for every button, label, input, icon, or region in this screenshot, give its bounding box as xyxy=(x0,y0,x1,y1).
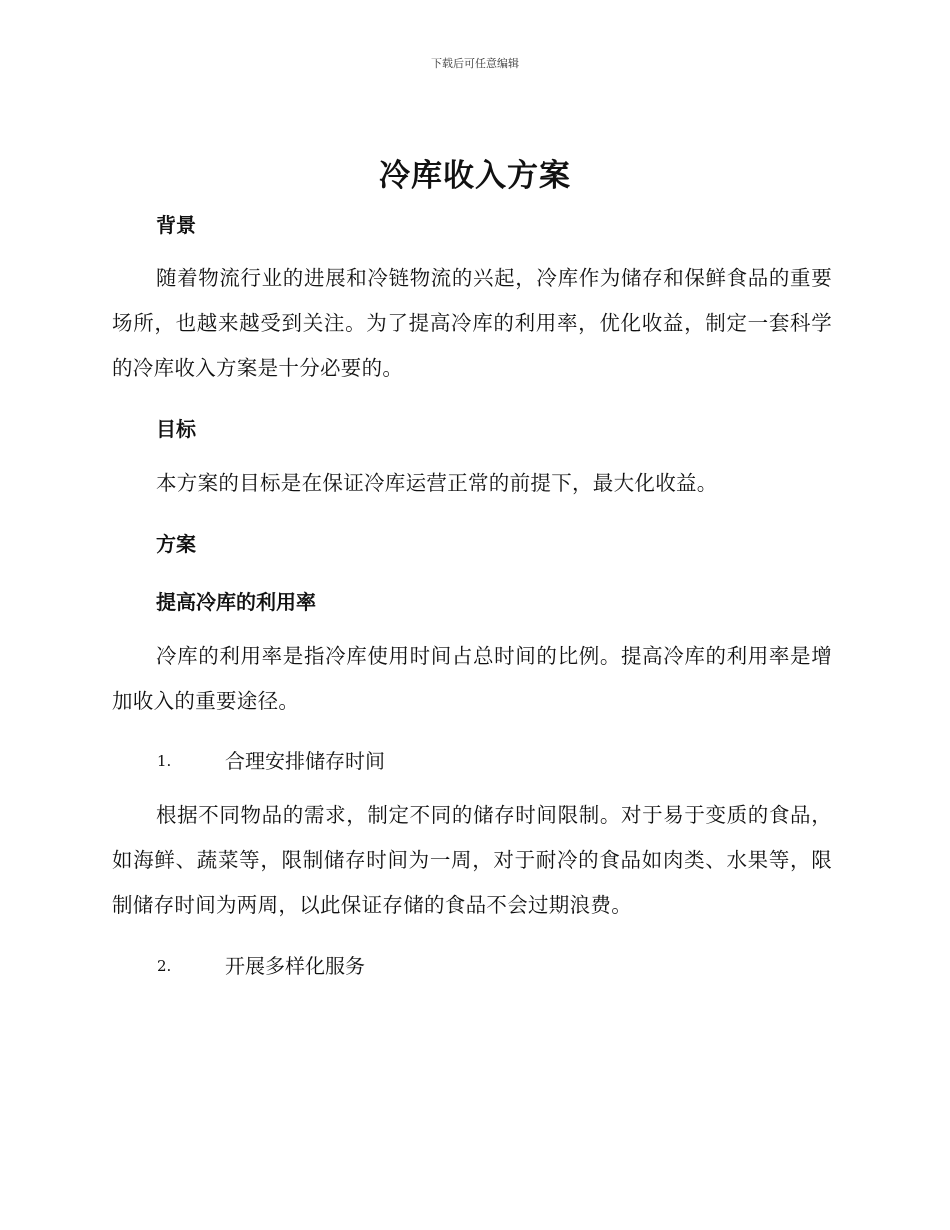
subsection-heading-utilization: 提高冷库的利用率 xyxy=(156,590,316,614)
list-item-number: 1. xyxy=(157,752,172,770)
list-item-label: 开展多样化服务 xyxy=(225,954,365,978)
paragraph-utilization: 冷库的利用率是指冷库使用时间占总时间的比例。提高冷库的利用率是增加收入的重要途径。 xyxy=(112,644,832,713)
page-header-note: 下载后可任意编辑 xyxy=(431,57,519,70)
document-title: 冷库收入方案 xyxy=(379,158,571,194)
section-heading-goal: 目标 xyxy=(156,417,196,441)
list-item-2 xyxy=(157,950,365,979)
paragraph-storage-time: 根据不同物品的需求，制定不同的储存时间限制。对于易于变质的食品，如海鲜、蔬菜等，限制储存时间为一周，对于耐冷的食品如肉类、水果等，限制储存时间为两周，以此保证存储的食品不会过期浪费。 xyxy=(112,803,832,917)
paragraph-background: 随着物流行业的进展和冷链物流的兴起，冷库作为储存和保鲜食品的重要场所，也越来越受到关注。为了提高冷库的利用率，优化收益，制定一套科学的冷库收入方案是十分必要的。 xyxy=(112,266,832,380)
section-heading-background: 背景 xyxy=(156,213,196,237)
list-item-number: 2. xyxy=(157,957,172,975)
section-heading-plan: 方案 xyxy=(156,532,196,556)
list-item-label: 合理安排储存时间 xyxy=(225,749,385,773)
list-item-1 xyxy=(157,745,385,774)
paragraph-goal: 本方案的目标是在保证冷库运营正常的前提下，最大化收益。 xyxy=(156,471,718,495)
